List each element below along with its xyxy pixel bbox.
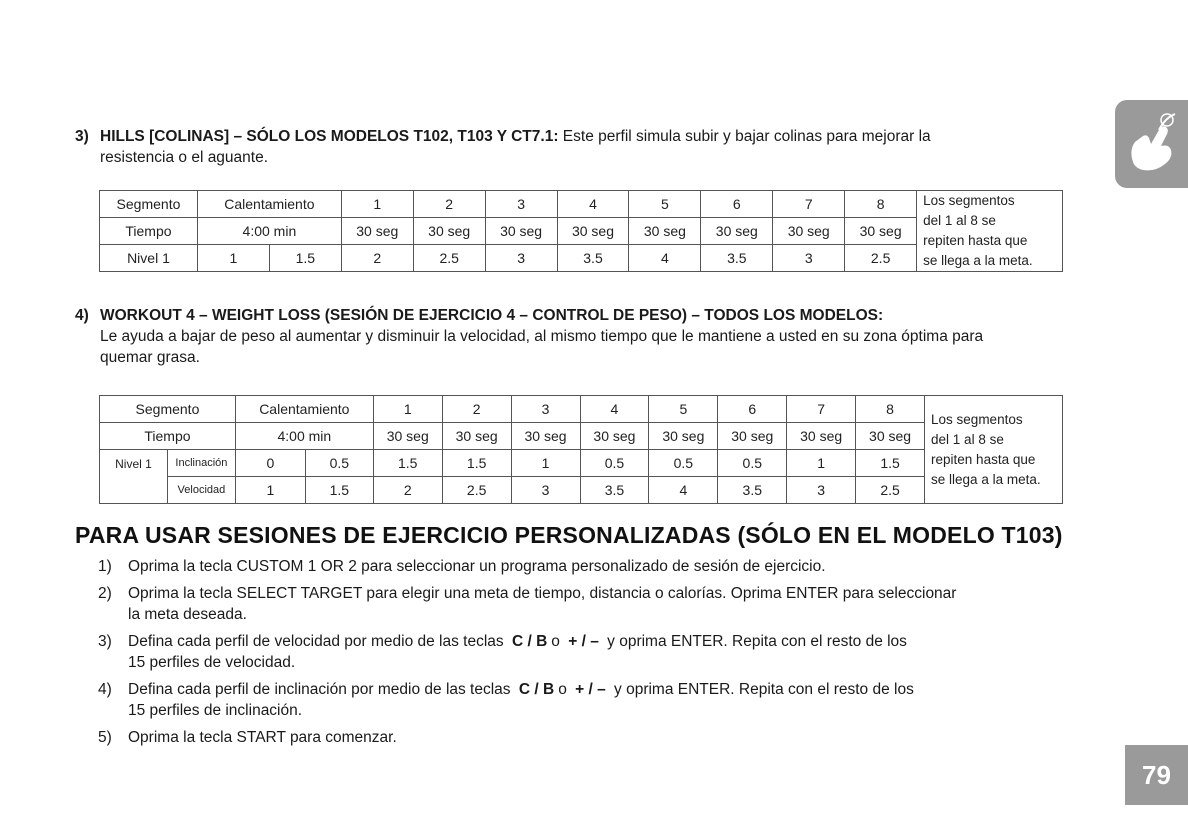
- incline-cell: 1: [787, 450, 856, 477]
- section-number: 3): [75, 128, 89, 145]
- time-cell: 30 seg: [341, 218, 413, 245]
- speed-cell: 3.5: [718, 477, 787, 504]
- speed-cell: 3.5: [580, 477, 649, 504]
- section-number: 4): [75, 307, 89, 324]
- step-text: y oprima ENTER. Repita con el resto de los: [614, 681, 914, 698]
- time-cell: 30 seg: [413, 218, 485, 245]
- time-cell: 30 seg: [649, 423, 718, 450]
- segment-cell: 7: [773, 191, 845, 218]
- speed-cell: 3: [787, 477, 856, 504]
- step-text: 15 perfiles de inclinación.: [128, 702, 303, 719]
- table-row: [100, 423, 1063, 450]
- step-text: o: [558, 681, 567, 698]
- level-cell: 3: [773, 245, 845, 272]
- level-label: Nivel 1: [100, 450, 168, 504]
- time-label: Tiempo: [100, 218, 198, 245]
- page-number: 79: [1125, 745, 1188, 805]
- table-row: [100, 477, 1063, 504]
- segment-cell: 4: [580, 396, 649, 423]
- level-cell: 3.5: [701, 245, 773, 272]
- incline-cell: 0.5: [718, 450, 787, 477]
- speed-cell: 2.5: [856, 477, 925, 504]
- segment-cell: 5: [629, 191, 701, 218]
- table-row: [100, 191, 1063, 218]
- section-text: Le ayuda a bajar de peso al aumentar y disminuir la velocidad, al mismo tiempo que le mantiene a usted en su zona óptima para: [100, 328, 984, 345]
- list-item: [98, 556, 1078, 577]
- speed-label: Velocidad: [167, 477, 235, 504]
- step-text: Oprima la tecla START para comenzar.: [128, 729, 397, 746]
- segment-cell: 8: [856, 396, 925, 423]
- section-hills: [75, 126, 1075, 168]
- table-note: [925, 396, 1063, 504]
- incline-cell: 1: [511, 450, 580, 477]
- time-cell: 30 seg: [787, 423, 856, 450]
- segment-cell: 2: [442, 396, 511, 423]
- warmup-incline: 0.5: [305, 450, 373, 477]
- list-item: [98, 631, 1078, 673]
- note-line: repiten hasta que: [931, 451, 1036, 467]
- incline-cell: 0.5: [649, 450, 718, 477]
- section-text: resistencia o el aguante.: [100, 149, 269, 166]
- warmup-time: 4:00 min: [235, 423, 373, 450]
- step-text: Oprima la tecla SELECT TARGET para elegir una meta de tiempo, distancia o calorías. Oprima ENTER para seleccionar: [128, 585, 957, 602]
- time-cell: 30 seg: [557, 218, 629, 245]
- time-cell: 30 seg: [511, 423, 580, 450]
- step-text: o: [551, 633, 560, 650]
- time-cell: 30 seg: [845, 218, 917, 245]
- level-cell: 4: [629, 245, 701, 272]
- incline-cell: 1.5: [442, 450, 511, 477]
- incline-cell: 0.5: [580, 450, 649, 477]
- key-label: + / –: [568, 633, 599, 650]
- note-line: Los segmentos: [923, 193, 1015, 208]
- segment-cell: 5: [649, 396, 718, 423]
- step-number: 5): [98, 729, 112, 746]
- section-heading: WORKOUT 4 – WEIGHT LOSS (SESIÓN DE EJERCICIO 4 – CONTROL DE PESO) – TODOS LOS MODELOS:: [100, 307, 884, 324]
- table-row: [100, 396, 1063, 423]
- segment-cell: 1: [373, 396, 442, 423]
- warmup-level: 1.5: [269, 245, 341, 272]
- time-cell: 30 seg: [701, 218, 773, 245]
- time-label: Tiempo: [100, 423, 236, 450]
- time-cell: 30 seg: [580, 423, 649, 450]
- segment-cell: 2: [413, 191, 485, 218]
- section-heading: HILLS [COLINAS] – SÓLO LOS MODELOS T102, T103 Y CT7.1:: [100, 128, 559, 145]
- table-row: [100, 450, 1063, 477]
- warmup-level: 1: [197, 245, 269, 272]
- step-number: 3): [98, 633, 112, 650]
- note-line: se llega a la meta.: [931, 471, 1041, 487]
- segment-header: Segmento: [100, 191, 198, 218]
- section-text: Este perfil simula subir y bajar colinas para mejorar la: [562, 128, 931, 145]
- custom-steps-list: [98, 556, 1078, 754]
- warmup-incline: 0: [235, 450, 305, 477]
- level-label: Nivel 1: [100, 245, 198, 272]
- warmup-speed: 1: [235, 477, 305, 504]
- segment-cell: 6: [718, 396, 787, 423]
- list-item: [98, 679, 1078, 721]
- list-item: [98, 727, 1078, 748]
- step-text: 15 perfiles de velocidad.: [128, 654, 296, 671]
- level-cell: 2: [341, 245, 413, 272]
- step-number: 4): [98, 681, 112, 698]
- custom-section-title: PARA USAR SESIONES DE EJERCICIO PERSONALIZADAS (SÓLO EN EL MODELO T103): [75, 522, 1063, 548]
- time-cell: 30 seg: [629, 218, 701, 245]
- warmup-speed: 1.5: [305, 477, 373, 504]
- step-text: Defina cada perfil de velocidad por medio de las teclas: [128, 633, 504, 650]
- step-number: 1): [98, 558, 112, 575]
- level-cell: 2.5: [413, 245, 485, 272]
- note-line: Los segmentos: [931, 411, 1023, 427]
- weight-loss-table: [99, 395, 1063, 504]
- time-cell: 30 seg: [856, 423, 925, 450]
- note-line: del 1 al 8 se: [923, 213, 996, 228]
- segment-cell: 1: [341, 191, 413, 218]
- warmup-header: Calentamiento: [197, 191, 341, 218]
- hills-table: [99, 190, 1063, 272]
- step-text: Defina cada perfil de inclinación por medio de las teclas: [128, 681, 511, 698]
- note-line: del 1 al 8 se: [931, 431, 1004, 447]
- incline-cell: 1.5: [856, 450, 925, 477]
- segment-header: Segmento: [100, 396, 236, 423]
- level-cell: 3: [485, 245, 557, 272]
- table-note: [917, 191, 1063, 272]
- segment-cell: 7: [787, 396, 856, 423]
- key-label: + / –: [575, 681, 606, 698]
- step-text: y oprima ENTER. Repita con el resto de los: [607, 633, 907, 650]
- segment-cell: 8: [845, 191, 917, 218]
- level-cell: 2.5: [845, 245, 917, 272]
- section-weight-loss: [75, 305, 1075, 368]
- time-cell: 30 seg: [718, 423, 787, 450]
- note-line: se llega a la meta.: [923, 253, 1033, 268]
- incline-cell: 1.5: [373, 450, 442, 477]
- incline-label: Inclinación: [167, 450, 235, 477]
- hand-pointer-icon: [1115, 100, 1188, 188]
- warmup-time: 4:00 min: [197, 218, 341, 245]
- time-cell: 30 seg: [485, 218, 557, 245]
- speed-cell: 2.5: [442, 477, 511, 504]
- step-text: la meta deseada.: [128, 606, 247, 623]
- key-label: C / B: [518, 681, 555, 698]
- speed-cell: 3: [511, 477, 580, 504]
- note-line: repiten hasta que: [923, 233, 1028, 248]
- speed-cell: 2: [373, 477, 442, 504]
- segment-cell: 6: [701, 191, 773, 218]
- segment-cell: 4: [557, 191, 629, 218]
- time-cell: 30 seg: [373, 423, 442, 450]
- step-text: Oprima la tecla CUSTOM 1 OR 2 para seleccionar un programa personalizado de sesión de ejercicio.: [128, 558, 826, 575]
- time-cell: 30 seg: [442, 423, 511, 450]
- level-cell: 3.5: [557, 245, 629, 272]
- speed-cell: 4: [649, 477, 718, 504]
- segment-cell: 3: [511, 396, 580, 423]
- list-item: [98, 583, 1078, 625]
- step-number: 2): [98, 585, 112, 602]
- key-label: C / B: [511, 633, 548, 650]
- time-cell: 30 seg: [773, 218, 845, 245]
- warmup-header: Calentamiento: [235, 396, 373, 423]
- section-text: quemar grasa.: [100, 349, 200, 366]
- segment-cell: 3: [485, 191, 557, 218]
